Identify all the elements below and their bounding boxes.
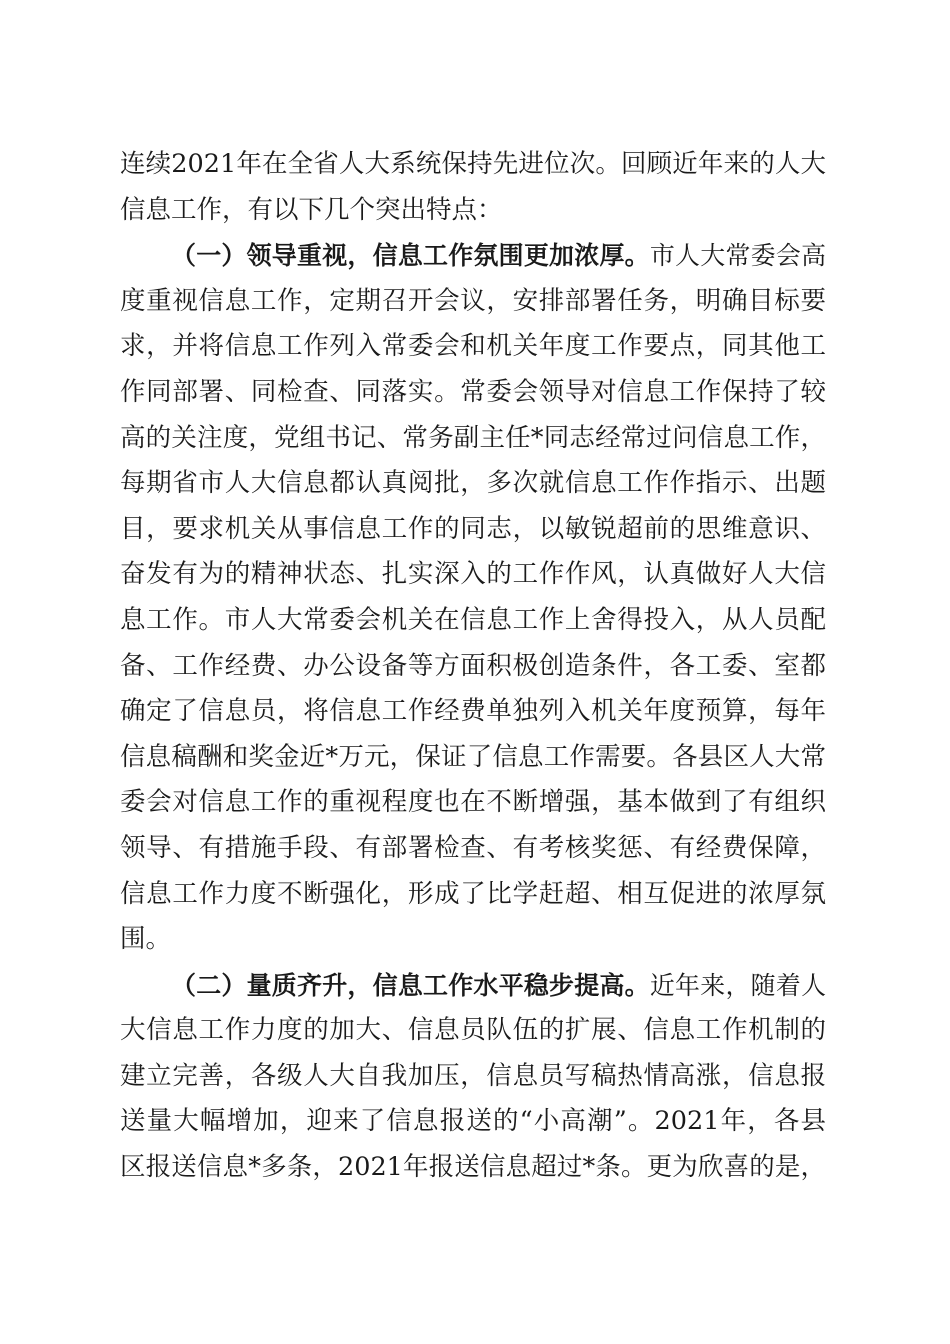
text-line: 高的关注度，党组书记、常务副主任*同志经常过问信息工作， xyxy=(120,422,826,453)
text-line: 区报送信息*多条，2021年报送信息超过*条。更为欣喜的是， xyxy=(120,1152,826,1183)
text-line: 息工作。市人大常委会机关在信息工作上舍得投入，从人员配 xyxy=(120,604,826,635)
text-line: 奋发有为的精神状态、扎实深入的工作作风，认真做好人大信 xyxy=(120,559,826,590)
text-line: 度重视信息工作，定期召开会议，安排部署任务，明确目标要 xyxy=(120,285,826,316)
text-line: 信息稿酬和奖金近*万元，保证了信息工作需要。各县区人大常 xyxy=(120,741,826,772)
section-heading: （二）量质齐升，信息工作水平稳步提高。 xyxy=(171,970,650,1000)
text-line: 信息工作，有以下几个突出特点： xyxy=(120,194,503,225)
text-line: 领导、有措施手段、有部署检查、有考核奖惩、有经费保障， xyxy=(120,832,826,863)
text-line: 每期省市人大信息都认真阅批，多次就信息工作作指示、出题 xyxy=(120,468,826,499)
text-line: 送量大幅增加，迎来了信息报送的“小高潮”。2021年，各县 xyxy=(120,1106,826,1137)
text-line: 求，并将信息工作列入常委会和机关年度工作要点，同其他工 xyxy=(120,331,826,362)
text-line: 备、工作经费、办公设备等方面积极创造条件，各工委、室都 xyxy=(120,650,826,681)
text-line: 连续2021年在全省人大系统保持先进位次。回顾近年来的人大 xyxy=(120,149,826,179)
section-heading: （一）领导重视，信息工作氛围更加浓厚。 xyxy=(171,241,650,271)
text-run: 近年来，随着人 xyxy=(649,970,827,1000)
document-body xyxy=(120,142,826,1191)
text-line: 大信息工作力度的加大、信息员队伍的扩展、信息工作机制的 xyxy=(120,1015,826,1046)
text-line: 建立完善，各级人大自我加压，信息员写稿热情高涨，信息报 xyxy=(120,1060,826,1091)
text-line: 围。 xyxy=(120,924,172,955)
text-run: 市人大常委会高 xyxy=(649,241,827,271)
section-heading-line xyxy=(120,233,826,279)
text-line: 信息工作力度不断强化，形成了比学赶超、相互促进的浓厚氛 xyxy=(120,878,826,909)
section-heading-line xyxy=(120,963,826,1009)
text-line: 作同部署、同检查、同落实。常委会领导对信息工作保持了较 xyxy=(120,376,826,407)
text-line: 委会对信息工作的重视程度也在不断增强，基本做到了有组织 xyxy=(120,787,826,818)
text-line: 目，要求机关从事信息工作的同志，以敏锐超前的思维意识、 xyxy=(120,513,826,544)
text-line: 确定了信息员，将信息工作经费单独列入机关年度预算，每年 xyxy=(120,696,826,727)
